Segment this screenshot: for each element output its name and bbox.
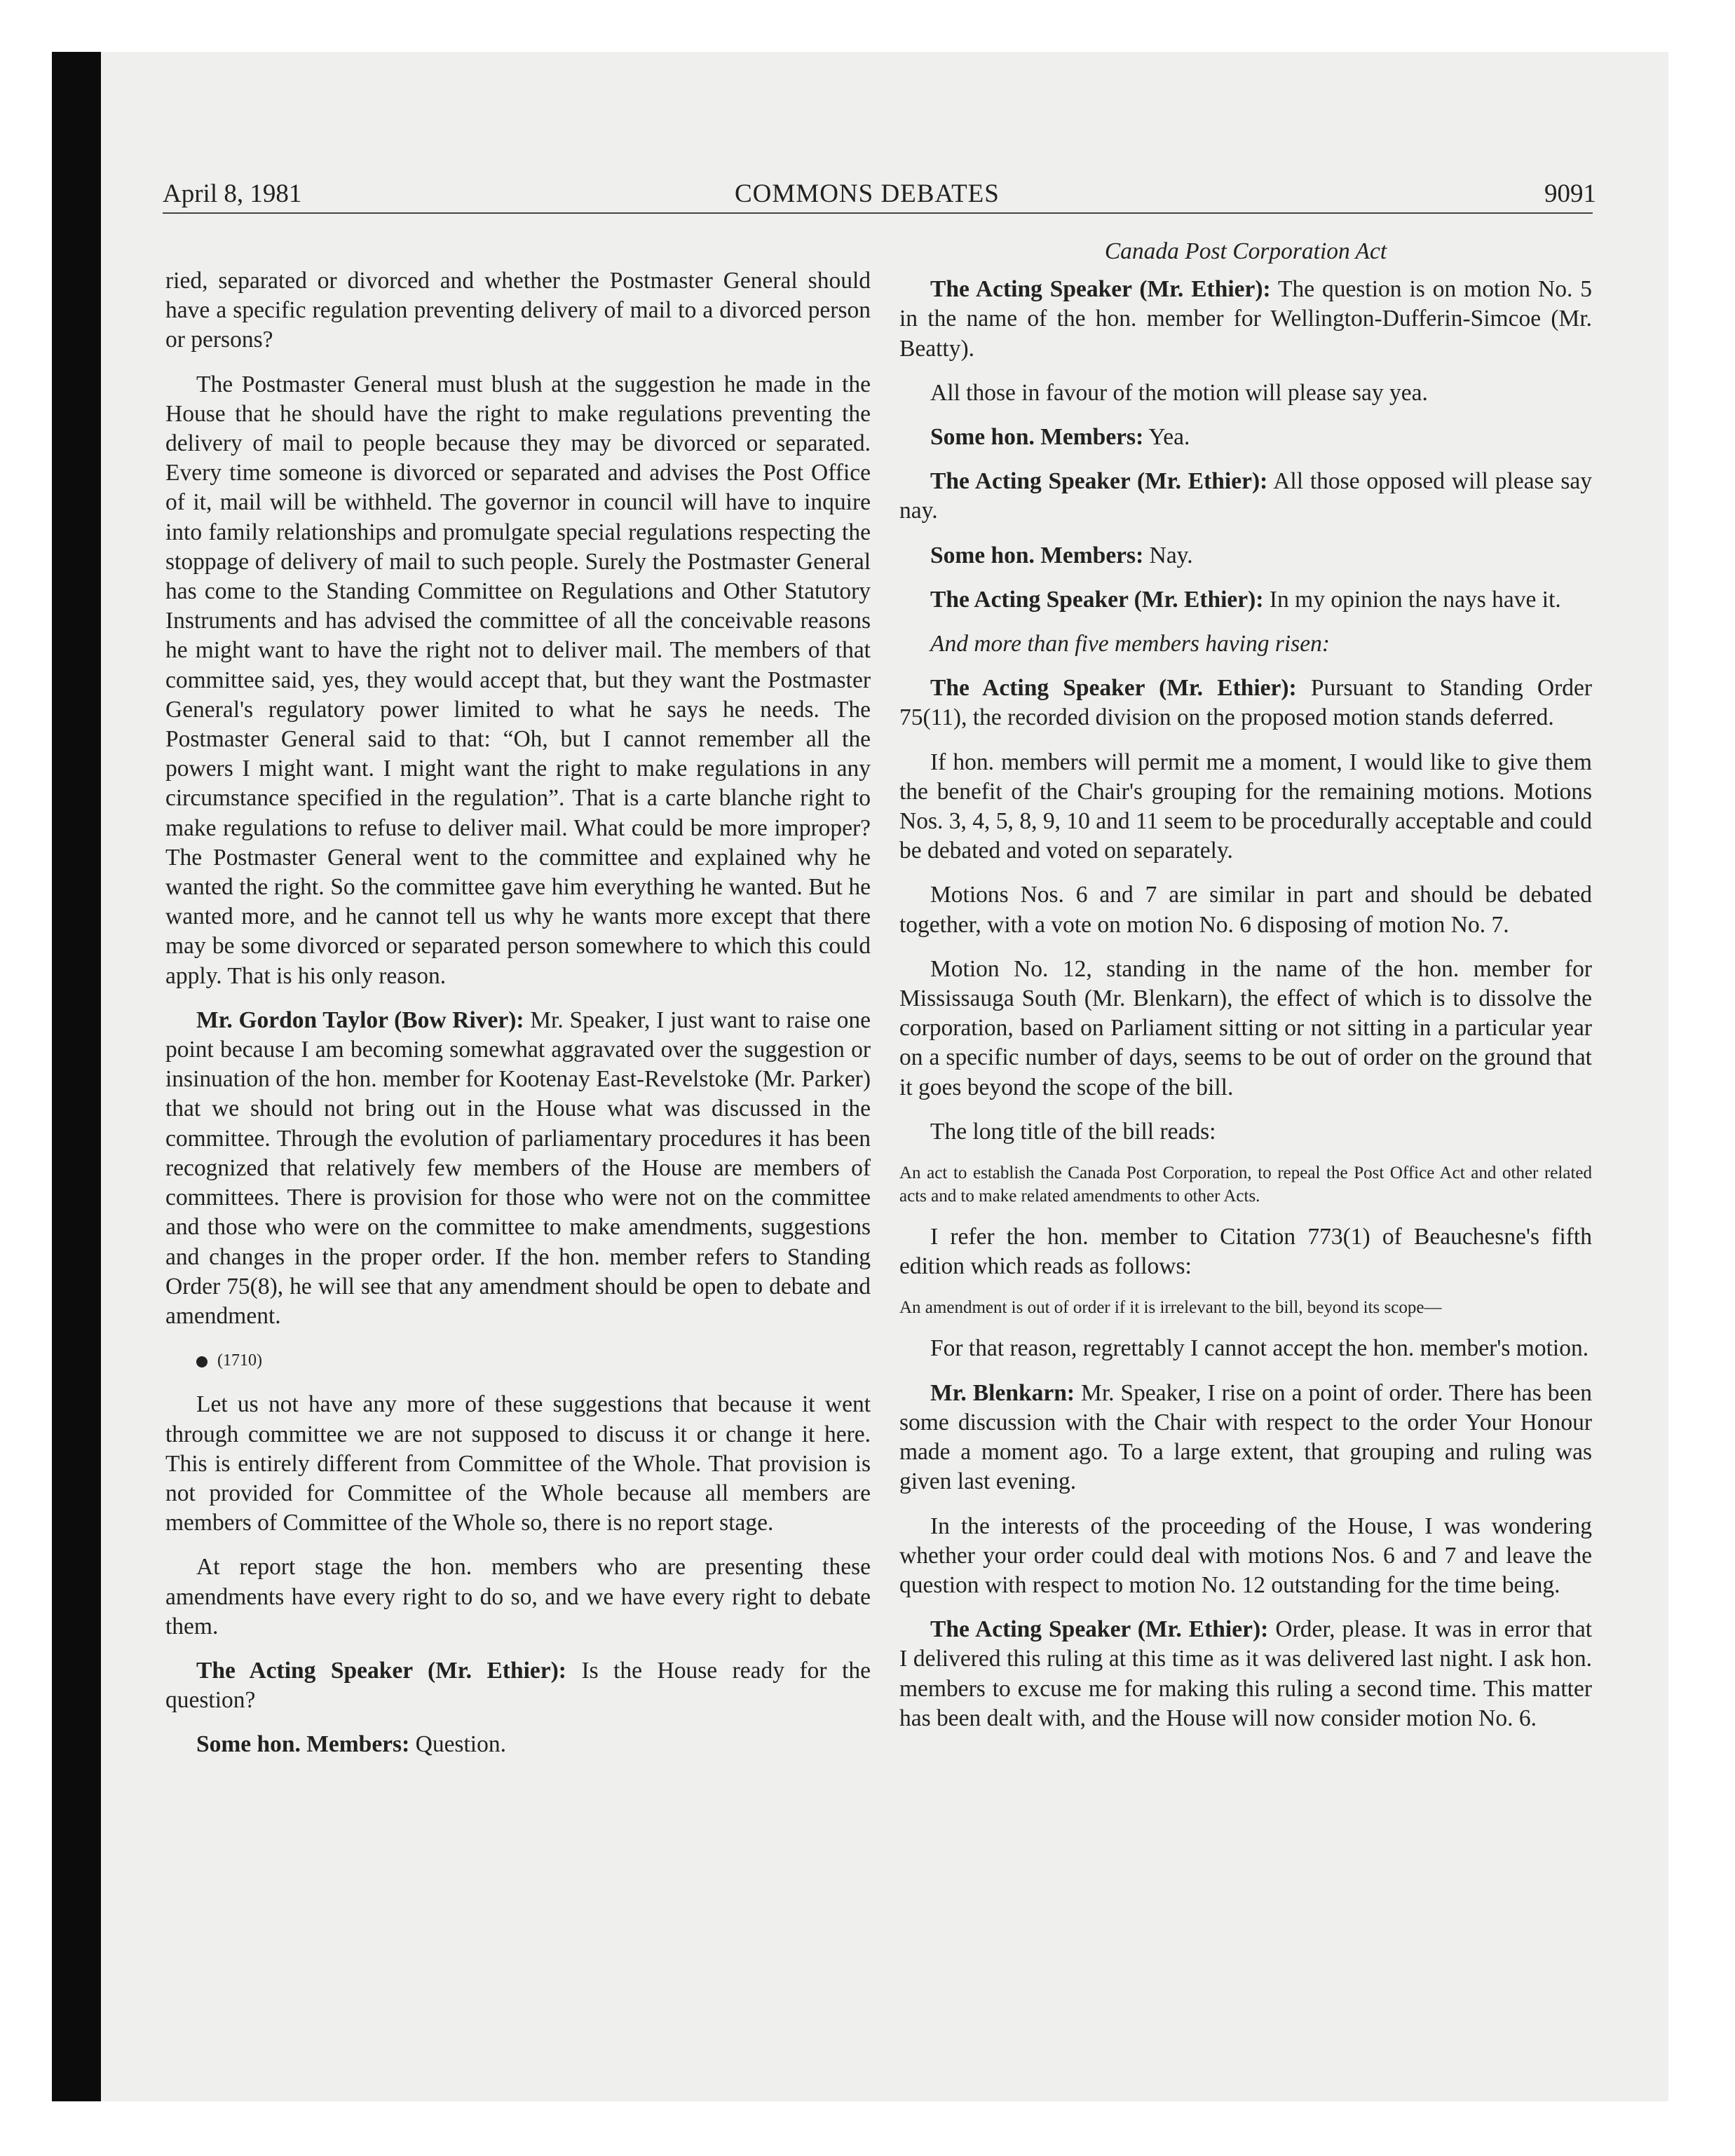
- block-quote: An act to establish the Canada Post Corporation, to repeal the Post Office Act and other related acts and to make related amendments to other Acts.: [899, 1164, 1592, 1206]
- speaker-name: Some hon. Members:: [930, 424, 1144, 451]
- bullet-icon: [196, 1356, 207, 1367]
- speech-text: Pursuant to Standing Order 75(11), the recorded division on the proposed motion stands deferred.: [899, 675, 1592, 731]
- speaker-name: The Acting Speaker (Mr. Ethier):: [930, 468, 1268, 495]
- speech-text: Mr. Speaker, I rise on a point of order. There has been some discussion with the Chair with respect to the order Your Honour made a moment ago. To a large extent, that grouping and ruling was given last evening.: [899, 1379, 1592, 1495]
- speech: [899, 1379, 1592, 1497]
- speaker-name: Some hon. Members:: [930, 542, 1144, 568]
- speech: [165, 1006, 871, 1331]
- speaker-name: Mr. Blenkarn:: [930, 1379, 1075, 1406]
- paragraph: For that reason, regrettably I cannot accept the hon. member's motion.: [930, 1335, 1589, 1362]
- speech: [899, 585, 1592, 615]
- paragraph: Let us not have any more of these suggestions that because it went through committee we are not supposed to discuss it or change it here. This is entirely different from Committee of the Whole. That provision is not provided for Committee of the Whole because all members are members of Committee of the Whole so, there is no report stage.: [165, 1391, 871, 1536]
- left-column: [165, 266, 871, 1775]
- header-title: COMMONS DEBATES: [735, 179, 1000, 208]
- speech: [899, 541, 1592, 571]
- page-number: 9091: [1544, 179, 1596, 208]
- right-column: [899, 237, 1592, 1748]
- speech: [165, 1730, 871, 1759]
- speech-text: All those opposed will please say nay.: [899, 468, 1592, 524]
- section-title: Canada Post Corporation Act: [1104, 238, 1387, 264]
- speaker-name: The Acting Speaker (Mr. Ethier):: [930, 675, 1297, 702]
- speaker-name: The Acting Speaker (Mr. Ethier):: [930, 586, 1264, 613]
- paragraph: Motions Nos. 6 and 7 are similar in part and should be debated together, with a vote on motion No. 6 disposing of motion No. 7.: [899, 882, 1592, 938]
- paragraph: Motion No. 12, standing in the name of the hon. member for Mississauga South (Mr. Blenkarn), the effect of which is to dissolve the corporation, based on Parliament sitting or not sitting in a particular year on a specific number of days, seems to be out of order on the ground that it goes beyond the scope of the bill.: [899, 955, 1592, 1100]
- paragraph: I refer the hon. member to Citation 773(1) of Beauchesne's fifth edition which reads as follows:: [899, 1224, 1592, 1280]
- paragraph: At report stage the hon. members who are presenting these amendments have every right to do so, and we have every right to debate them.: [165, 1554, 871, 1639]
- speech-text: Is the House ready for the question?: [165, 1657, 871, 1714]
- paragraph: The long title of the bill reads:: [930, 1118, 1216, 1145]
- speaker-name: Mr. Gordon Taylor (Bow River):: [196, 1007, 524, 1033]
- speech: [899, 674, 1592, 732]
- speech: [165, 1656, 871, 1715]
- paragraph: In the interests of the proceeding of the House, I was wondering whether your order could deal with motions Nos. 6 and 7 and leave the question with respect to motion No. 12 outstanding for the time being.: [899, 1513, 1592, 1598]
- speech: [899, 1615, 1592, 1733]
- speech-text: In my opinion the nays have it.: [1263, 586, 1561, 613]
- speech: [899, 275, 1592, 364]
- header-rule: [163, 212, 1593, 214]
- stage-direction: And more than five members having risen:: [930, 631, 1331, 657]
- paragraph: The Postmaster General must blush at the suggestion he made in the House that he should have the right to make regulations preventing the delivery of mail to people because they may be divorced or separated. Every time someone is divorced or separated and advises the Post Office of it, mail will be withheld. The governor in council will have to inquire into family relationships and promulgate special regulations respecting the stoppage of delivery of mail to such people. Surely the Postmaster General has come to the Standing Committee on Regulations and Other Statutory Instruments and has advised the committee of all the conceivable reasons he might want to have the right not to deliver mail. The members of that committee said, yes, they would accept that, but they want the Postmaster General's regulatory power limited to what he says he needs. The Postmaster General said to that: “Oh, but I cannot remember all the powers I might want. I might want the right to make regulations in any circumstance specified in the regulation”. That is a carte blanche right to make regulations to refuse to deliver mail. What could be more improper? The Postmaster General went to the committee and explained why he wanted the right. So the committee gave him everything he wanted. But he wanted more, and he cannot tell us why he wants more except that there may be some divorced or separated person somewhere to which this could apply. That is his only reason.: [165, 371, 871, 989]
- speech: [899, 423, 1592, 452]
- time-marker-label: (1710): [217, 1351, 262, 1370]
- time-marker: [165, 1346, 871, 1375]
- speech: [899, 467, 1592, 526]
- speaker-name: Some hon. Members:: [196, 1731, 410, 1758]
- speaker-name: The Acting Speaker (Mr. Ethier):: [196, 1657, 566, 1684]
- paragraph: If hon. members will permit me a moment, I would like to give them the benefit of the Chair's grouping for the remaining motions. Motions Nos. 3, 4, 5, 8, 9, 10 and 11 seem to be procedurally acceptable and could be debated and voted on separately.: [899, 749, 1592, 864]
- speech-text: Order, please. It was in error that I delivered this ruling at this time as it was delivered last night. I ask hon. members to excuse me for making this ruling a second time. This matter has been dealt with, and the House will now consider motion No. 6.: [899, 1616, 1593, 1731]
- speech-text: The question is on motion No. 5 in the name of the hon. member for Wellington-Dufferin-Simcoe (Mr. Beatty).: [899, 276, 1592, 362]
- speech-text: Question.: [409, 1731, 506, 1758]
- paragraph: All those in favour of the motion will please say yea.: [930, 379, 1428, 406]
- block-quote: An amendment is out of order if it is irrelevant to the bill, beyond its scope—: [899, 1298, 1442, 1318]
- header-date: April 8, 1981: [163, 179, 302, 208]
- paragraph: ried, separated or divorced and whether the Postmaster General should have a specific regulation preventing delivery of mail to a divorced person or persons?: [165, 268, 871, 353]
- binding-edge: [52, 52, 101, 2101]
- speaker-name: The Acting Speaker (Mr. Ethier):: [930, 276, 1271, 303]
- speech-text: Nay.: [1143, 542, 1193, 568]
- speech-text: Yea.: [1143, 424, 1190, 451]
- speech-text: Mr. Speaker, I just want to raise one point because I am becoming somewhat aggravated over the suggestion or insinuation of the hon. member for Kootenay East-Revelstoke (Mr. Parker) that we should not bring out in the House what was discussed in the committee. Through the evolution of parliamentary procedures it has been recognized that relatively few members of the House are members of committees. There is provision for those who were not on the committee and those who were on the committee to make amendments, suggestions and changes in the proper order. If the hon. member refers to Standing Order 75(8), he will see that any amendment should be open to debate and amendment.: [165, 1007, 871, 1329]
- speaker-name: The Acting Speaker (Mr. Ethier):: [930, 1616, 1269, 1643]
